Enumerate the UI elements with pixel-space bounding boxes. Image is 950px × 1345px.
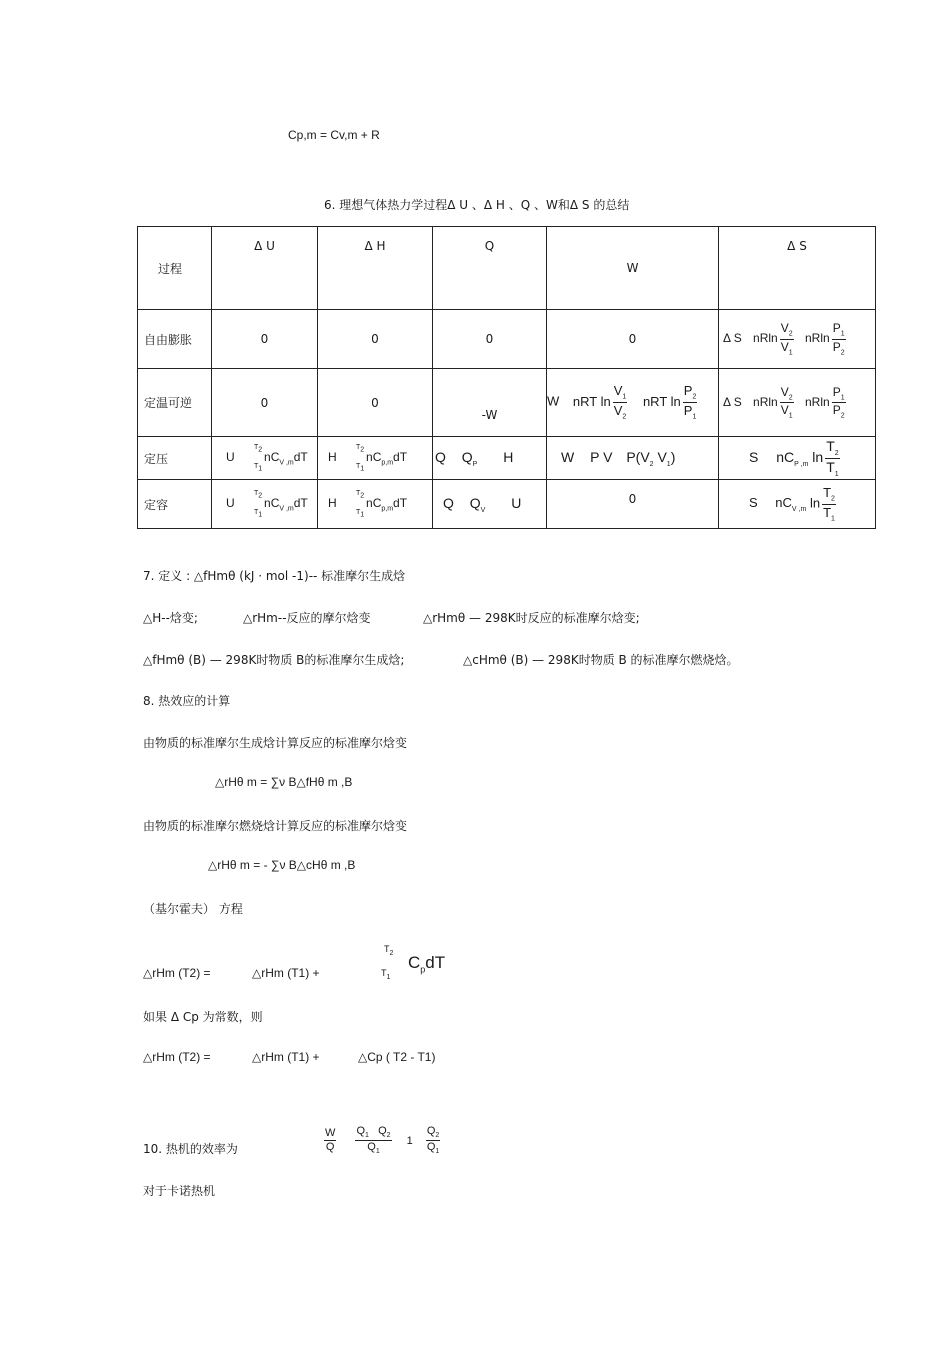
def-standard-formation-enthalpy: △fHmθ (B) — 298K时物质 B的标准摩尔生成焓; (143, 653, 405, 667)
cell-dH: 0 (318, 310, 433, 369)
cell-dS-isochoric: S $nC_{V ,m}$ ln $\frac{T_2}{T_1}$ (719, 480, 876, 529)
row-name: 定压 (138, 437, 212, 480)
table-row (138, 310, 876, 369)
formation-formula: △rHθ m = ∑ν B△fHθ m ,B (215, 775, 353, 789)
cell-dU: 0 (212, 310, 318, 369)
cell-Q-isochoric: Q $Q_V$ U (433, 480, 547, 529)
cell-W: 0 (547, 310, 719, 369)
kirchhoff-term: △rHm (T1) + (252, 966, 320, 980)
cell-Q: 0 (433, 310, 547, 369)
kirchhoff-upper-limit: $T_2$ (384, 944, 394, 957)
def-standard-reaction-enthalpy: △rHmθ — 298K时反应的标准摩尔焓变; (423, 611, 640, 625)
header-dH: Δ H (318, 227, 433, 310)
row-name: 自由膨胀 (138, 310, 212, 369)
constant-cp-condition: 如果 Δ Cp 为常数，则 (143, 1010, 263, 1024)
header-dS: Δ S (719, 227, 876, 310)
kirchhoff2-term: △rHm (T1) + (252, 1050, 320, 1064)
kirchhoff-heading: （基尔霍夫） 方程 (143, 902, 243, 916)
cell-W-isothermal: W nRT ln $\frac{V_1}{V_2}$ nRT ln $\frac{P_2}{P_1}$ (547, 369, 719, 437)
thermo-summary-table (137, 226, 876, 529)
section-6-title: 6. 理想气体热力学过程Δ U 、Δ H 、Q 、W和Δ S 的总结 (324, 198, 630, 212)
cell-dS-free-expansion: Δ S nRln $\frac{V_2}{V_1}$ nRln $\frac{P_1}{P_2}$ (719, 310, 876, 369)
section-10-title: 10. 热机的效率为 (143, 1142, 238, 1156)
def-enthalpy-change: △H--焓变; (143, 611, 198, 625)
cell-dH: 0 (318, 369, 433, 437)
section-8-title: 8. 热效应的计算 (143, 694, 231, 708)
cell-W-isobaric: W P V $P(V_2$ $V_1$) (547, 437, 719, 480)
kirchhoff-lower-limit: $T_1$ (381, 968, 391, 981)
section-7-title: 7. 定义 : △fHmθ (kJ · mol -1)-- 标准摩尔生成焓 (143, 569, 406, 583)
header-W: W (547, 227, 719, 310)
combustion-method-text: 由物质的标准摩尔燃烧焓计算反应的标准摩尔焓变 (143, 819, 408, 833)
cell-Q-isobaric: Q $Q_P$ H (433, 437, 547, 480)
table-row (138, 437, 876, 480)
table-header-row (138, 227, 876, 310)
table-row (138, 480, 876, 529)
combustion-formula: △rHθ m = - ∑ν B△cHθ m ,B (208, 858, 356, 872)
cell-dU: 0 (212, 369, 318, 437)
def-standard-combustion-enthalpy: △cHmθ (B) — 298K时物质 B 的标准摩尔燃烧焓。 (463, 653, 739, 667)
kirchhoff-integrand: $C_pdT$ (408, 953, 446, 975)
kirchhoff-lhs: △rHm (T2) = (143, 966, 211, 980)
cell-dH-isochoric: H $T_2$ $T_1$ $nC_{p,m}dT$ (318, 480, 433, 529)
kirchhoff2-cp-term: △Cp ( T2 - T1) (358, 1050, 436, 1064)
header-Q: Q (433, 227, 547, 310)
header-dU: Δ U (212, 227, 318, 310)
table-row (138, 369, 876, 437)
cell-W: 0 (547, 480, 719, 529)
formation-method-text: 由物质的标准摩尔生成焓计算反应的标准摩尔焓变 (143, 736, 408, 750)
def-reaction-molar-enthalpy: △rHm--反应的摩尔焓变 (243, 611, 371, 625)
cell-dH-isobaric: H $T_2$ $T_1$ $nC_{p,m}dT$ (318, 437, 433, 480)
cell-Q: -W (433, 369, 547, 437)
cell-dU-isobaric: U $T_2$ $T_1$ $nC_{V ,m}dT$ (212, 437, 318, 480)
cell-dS-isobaric: S $nC_{P ,m}$ ln $\frac{T_2}{T_1}$ (719, 437, 876, 480)
row-name: 定容 (138, 480, 212, 529)
header-process: 过程 (138, 227, 212, 310)
row-name: 定温可逆 (138, 369, 212, 437)
kirchhoff2-lhs: △rHm (T2) = (143, 1050, 211, 1064)
heat-capacity-relation: Cp,m = Cv,m + R (288, 128, 380, 142)
cell-dU-isochoric: U $T_2$ $T_1$ $nC_{V ,m}dT$ (212, 480, 318, 529)
efficiency-formula: $\frac{W}{Q}$ $\frac{Q_1 Q_2}{Q_1}$ 1 $\frac{Q_2}{Q_1}$ (325, 1125, 440, 1156)
carnot-heading: 对于卡诺热机 (143, 1184, 216, 1198)
cell-dS-isothermal: Δ S nRln $\frac{V_2}{V_1}$ nRln $\frac{P_1}{P_2}$ (719, 369, 876, 437)
